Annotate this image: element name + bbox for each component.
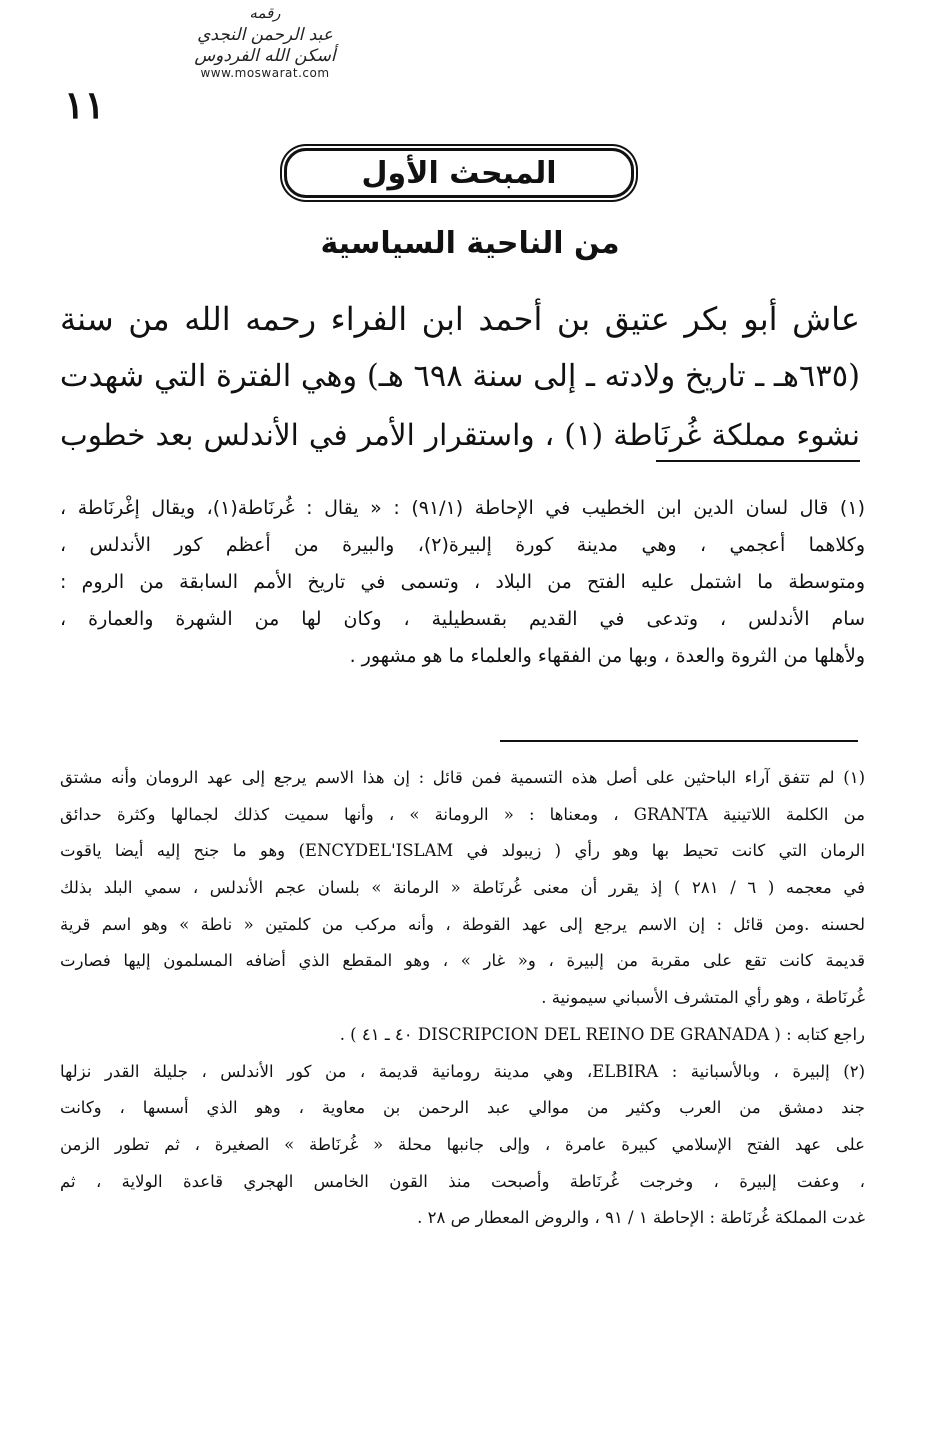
footnote-separator [656, 460, 860, 462]
footnote-line: غدت المملكة غُرنَاطة : الإحاطة ١ / ٩١ ، والروض المعطار ص ٢٨ . [417, 1208, 865, 1228]
section-title-box [284, 148, 634, 198]
page-number: ١١ [64, 82, 105, 127]
footnote-line: ولأهلها من الثروة والعدة ، وبها من الفقهاء والعلماء ما هو مشهور . [349, 645, 865, 667]
library-stamp [150, 2, 380, 98]
footnote-line: (١) لم تتفق آراء الباحثين على أصل هذه التسمية فمن قائل : إن هذا الاسم يرجع إلى عهد الرومان وأنه مشتق [60, 768, 865, 787]
footnote-line: قديمة كانت تقع على مقربة من إلبيرة ، و« غار » ، وهو المقطع الذي أضافه المسلمون إليها فصارت [60, 951, 865, 971]
section-title: المبحث الأول [361, 155, 557, 191]
footnote-line: ومتوسطة ما اشتمل عليه الفتح من البلاد ، وتسمى في تاريخ الأمم السابقة من الروم : [60, 571, 865, 593]
body-line: نشوء مملكة غُرنَاطة (١) ، واستقرار الأمر في الأندلس بعد خطوب [60, 418, 860, 452]
footnote-line: على عهد الفتح الإسلامي كبيرة عامرة ، وإلى جانبها محلة « غُرنَاطة » الصغيرة ، ثم تطور الزمن [60, 1134, 865, 1154]
footnote-line: من الكلمة اللاتينية GRANTA ، ومعناها : « الرومانة » ، وأنها سميت كذلك لجمالها وكثرة حدائق [60, 804, 865, 824]
footnote-line: لحسنه .ومن قائل : إن الاسم يرجع إلى عهد القوطة ، وأنه مركب من كلمتين « ناطة » وهو اسم قرية [60, 914, 865, 934]
footnote-separator-2 [500, 740, 858, 742]
body-line: (٦٣٥هـ ـ تاريخ ولادته ـ إلى سنة ٦٩٨ هـ) وهي الفترة التي شهدت [59, 359, 860, 394]
stamp-line-1: رقمه [249, 4, 281, 22]
stamp-url: www.moswarat.com [200, 66, 330, 80]
footnote-line: غُرنَاطة ، وهو رأي المتشرف الأسباني سيمونية . [541, 988, 865, 1008]
footnote-line: في معجمه ( ٦ / ٢٨١ ) إذ يقرر أن معنى غُرنَاطة « الرمانة » بلسان عجم الأندلس ، سمي البلد بذلك [60, 878, 865, 898]
stamp-line-3: أسكن الله الفردوس [194, 46, 336, 66]
footnote-line: (٢) إلبيرة ، وبالأسبانية : ELBIRA، وهي مدينة رومانية قديمة ، من كور الأندلس ، جليلة القدر نزلها [60, 1061, 865, 1081]
section-subtitle: من الناحية السياسية [320, 226, 620, 261]
editor-footnotes [60, 760, 865, 1237]
stamp-line-2: عبد الرحمن النجدي [197, 25, 333, 45]
author-footnote [60, 490, 865, 675]
body-paragraph [60, 290, 860, 464]
footnote-line: سام الأندلس ، وتدعى في القديم بقسطيلية ، وكان لها من الشهرة والعمارة ، [60, 608, 865, 630]
footnote-line: الرمان التي كانت تحيط بها وهو رأي ( زيبولد في ENCYDEL'ISLAM) وهو ما جنح إليه أيضا ياقوت [60, 841, 865, 861]
footnote-reference-line: راجع كتابه : ( DISCRIPCION DEL REINO DE GRANADA ٤٠ ـ ٤١ ) . [339, 1024, 865, 1044]
footnote-line: جند دمشق من العرب وكثير من موالي عبد الرحمن بن معاوية ، وهو الذي أسسها ، وكانت [60, 1098, 865, 1118]
footnote-line: (١) قال لسان الدين ابن الخطيب في الإحاطة (٩١/١) : « يقال : غُرنَاطة(١)، ويقال إغْرنَاطة ، [60, 497, 865, 519]
footnote-line: ، وعفت إلبيرة ، وخرجت غُرنَاطة وأصبحت منذ القون الخامس الهجري قاعدة الولاية ، ثم [60, 1171, 865, 1191]
body-line: عاش أبو بكر عتيق بن أحمد ابن الفراء رحمه الله من سنة [60, 300, 860, 338]
footnote-line: وكلاهما أعجمي ، وهي مدينة كورة إلبيرة(٢)، والبيرة من أعظم كور الأندلس ، [60, 534, 865, 556]
